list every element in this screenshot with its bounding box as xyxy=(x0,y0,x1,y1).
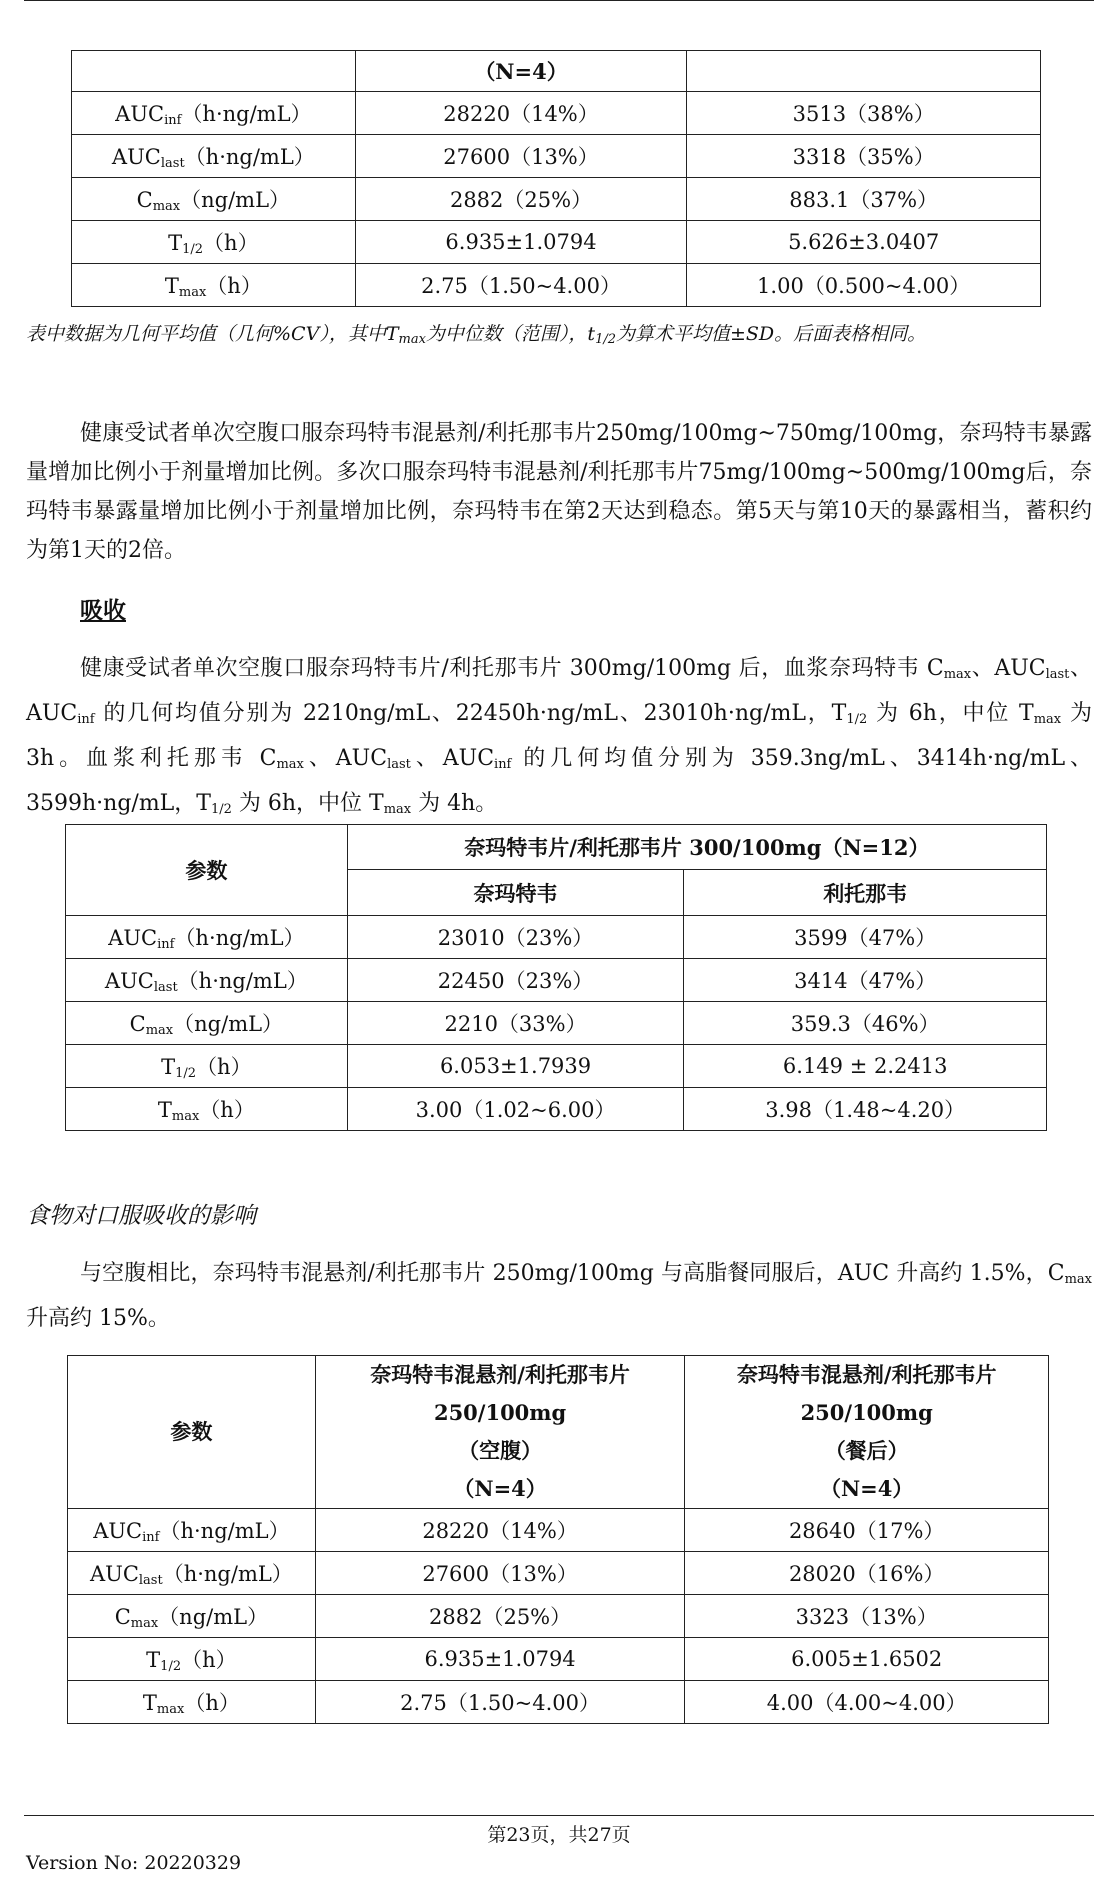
header-cell xyxy=(687,51,1041,92)
value-cell: 6.149 ± 2.2413 xyxy=(684,1045,1047,1088)
value-cell: 4.00（4.00~4.00） xyxy=(685,1681,1049,1724)
value-cell: 359.3（46%） xyxy=(684,1002,1047,1045)
table-row xyxy=(68,1595,1049,1638)
param-header: 参数 xyxy=(68,1356,316,1509)
value-cell: 28220（14%） xyxy=(315,1509,685,1552)
group-header: 奈玛特韦片/利托那韦片 300/100mg（N=12） xyxy=(347,825,1046,870)
value-cell: 3599（47%） xyxy=(684,916,1047,959)
value-cell: 2882（25%） xyxy=(315,1595,685,1638)
param-header: 参数 xyxy=(66,825,348,916)
table-row xyxy=(72,178,1041,221)
value-cell: 2.75（1.50~4.00） xyxy=(315,1681,685,1724)
param-cell: $T_{max}(h)$ xyxy=(72,264,356,307)
value-cell: 28020（16%） xyxy=(685,1552,1049,1595)
table-row xyxy=(66,1088,1047,1131)
paragraph-food-effect: 与空腹相比，奈玛特韦混悬剂/利托那韦片 250mg/100mg 与高脂餐同服后，AUC 升高约 1.5%，$C_{max}$升高约 15%。 xyxy=(26,1261,1092,1331)
table-row xyxy=(68,1681,1049,1724)
value-cell: 883.1（37%） xyxy=(687,178,1041,221)
value-cell: 6.935±1.0794 xyxy=(315,1638,685,1681)
paragraph-absorption: 健康受试者单次空腹口服奈玛特韦片/利托那韦片 300mg/100mg 后，血浆奈玛特韦 $C_{max}$、$AUC_{last}$、$AUC_{inf}$ 的几何均值分别为 2210ng/mL、22450h·ng/mL、23010h·ng/mL，$T_{1/2}$ 为 6h，中位 $T_{max}$ 为 3h。血浆利托那韦 $C_{max}$、$AUC_{last}$、$AUC_{inf}$ 的几何均值分别为 359.3ng/mL、3414h·ng/mL、3599h·ng/mL，$T_{1/2}$ 为 6h，中位 $T_{max}$ 为 4h。 xyxy=(26,656,1093,817)
table-row xyxy=(72,264,1041,307)
param-cell: $T_{1/2}(h)$ xyxy=(68,1638,316,1681)
pk-table-food-effect xyxy=(67,1355,1049,1724)
column-header-fasted xyxy=(315,1356,685,1509)
value-cell: 23010（23%） xyxy=(347,916,684,959)
value-cell: 27600（13%） xyxy=(355,135,687,178)
value-cell: 28640（17%） xyxy=(685,1509,1049,1552)
table-row xyxy=(68,1552,1049,1595)
param-cell: $AUC_{last}(h\cdot ng/mL)$ xyxy=(72,135,356,178)
header-line: 250/100mg xyxy=(800,1400,933,1425)
table-row xyxy=(66,959,1047,1002)
value-cell: 3323（13%） xyxy=(685,1595,1049,1638)
page-number: 第23页，共27页 xyxy=(487,1824,631,1846)
param-cell: $T_{max}(h)$ xyxy=(68,1681,316,1724)
column-header: 奈玛特韦 xyxy=(347,870,684,916)
table-row xyxy=(66,1045,1047,1088)
table-footnote: 表中数据为几何平均值（几何%CV），其中$T_{max}$为中位数（范围），$t_{1/2}$为算术平均值±SD。后面表格相同。 xyxy=(26,323,927,347)
table-header-row xyxy=(72,51,1041,92)
table-row xyxy=(66,916,1047,959)
param-cell: $AUC_{last}(h\cdot ng/mL)$ xyxy=(66,959,348,1002)
value-cell: 1.00（0.500~4.00） xyxy=(687,264,1041,307)
table-row xyxy=(72,92,1041,135)
value-cell: 3513（38%） xyxy=(687,92,1041,135)
value-cell: 3.98（1.48~4.20） xyxy=(684,1088,1047,1131)
param-cell: $T_{1/2}(h)$ xyxy=(72,221,356,264)
table-row xyxy=(72,221,1041,264)
header-line: 奈玛特韦混悬剂/利托那韦片 xyxy=(736,1362,997,1387)
header-line: 250/100mg xyxy=(433,1400,567,1425)
header-line: （餐后） xyxy=(824,1438,909,1463)
param-cell: $C_{max}(ng/mL)$ xyxy=(72,178,356,221)
paragraph-dose-proportionality: 健康受试者单次空腹口服奈玛特韦混悬剂/利托那韦片250mg/100mg~750mg/100mg，奈玛特韦暴露量增加比例小于剂量增加比例。多次口服奈玛特韦混悬剂/利托那韦片75mg/100mg~500mg/100mg后，奈玛特韦暴露量增加比例小于剂量增加比例，奈玛特韦在第2天达到稳态。第5天与第10天的暴露相当，蓄积约为第1天的2倍。 xyxy=(26,421,1092,563)
table-header-row xyxy=(68,1356,1049,1509)
table-row xyxy=(68,1509,1049,1552)
param-cell: $T_{1/2}(h)$ xyxy=(66,1045,348,1088)
param-cell: $T_{max}(h)$ xyxy=(66,1088,348,1131)
param-cell: $AUC_{inf}(h\cdot ng/mL)$ xyxy=(72,92,356,135)
param-cell: $AUC_{last}(h\cdot ng/mL)$ xyxy=(68,1552,316,1595)
header-line: 奈玛特韦混悬剂/利托那韦片 xyxy=(370,1362,630,1387)
value-cell: 3318（35%） xyxy=(687,135,1041,178)
value-cell: 3414（47%） xyxy=(684,959,1047,1002)
table-row xyxy=(72,135,1041,178)
value-cell: 6.053±1.7939 xyxy=(347,1045,684,1088)
table-header-row xyxy=(66,825,1047,870)
param-cell: $C_{max}(ng/mL)$ xyxy=(66,1002,348,1045)
header-line: （N=4） xyxy=(453,1476,547,1501)
section-heading-absorption: 吸收 xyxy=(80,597,126,624)
pk-table-continued xyxy=(71,50,1041,307)
param-cell: $AUC_{inf}(h\cdot ng/mL)$ xyxy=(68,1509,316,1552)
value-cell: 3.00（1.02~6.00） xyxy=(347,1088,684,1131)
value-cell: 22450（23%） xyxy=(347,959,684,1002)
param-cell: $C_{max}(ng/mL)$ xyxy=(68,1595,316,1638)
value-cell: 2210（33%） xyxy=(347,1002,684,1045)
header-cell: （N=4） xyxy=(355,51,687,92)
header-line: （N=4） xyxy=(819,1476,914,1501)
value-cell: 2882（25%） xyxy=(355,178,687,221)
footer-rule xyxy=(24,1815,1094,1816)
column-header: 利托那韦 xyxy=(684,870,1047,916)
pk-table-absorption xyxy=(65,824,1047,1131)
value-cell: 5.626±3.0407 xyxy=(687,221,1041,264)
section-heading-food-effect: 食物对口服吸收的影响 xyxy=(26,1203,256,1229)
header-rule xyxy=(24,0,1094,1)
table-row xyxy=(68,1638,1049,1681)
value-cell: 6.005±1.6502 xyxy=(685,1638,1049,1681)
value-cell: 28220（14%） xyxy=(355,92,687,135)
value-cell: 27600（13%） xyxy=(315,1552,685,1595)
table-row xyxy=(66,1002,1047,1045)
header-cell xyxy=(72,51,356,92)
value-cell: 2.75（1.50~4.00） xyxy=(355,264,687,307)
header-line: （空腹） xyxy=(458,1438,543,1463)
column-header-fed xyxy=(685,1356,1049,1509)
param-cell: $AUC_{inf}(h\cdot ng/mL)$ xyxy=(66,916,348,959)
value-cell: 6.935±1.0794 xyxy=(355,221,687,264)
version-number: Version No: 20220329 xyxy=(26,1852,242,1874)
